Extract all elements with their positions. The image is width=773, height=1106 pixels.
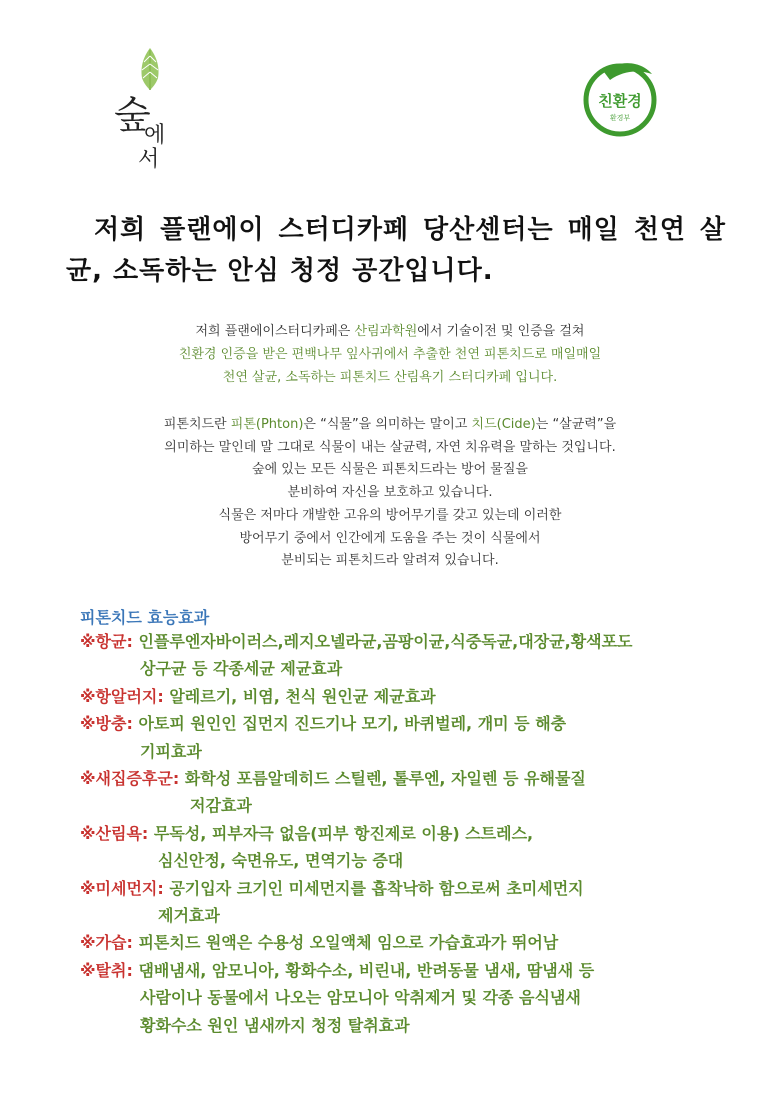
effects-title: 피톤치드 효능효과 — [80, 608, 210, 627]
desc-text: 는 “살균력”을 — [535, 417, 617, 432]
headline: 저희 플랜에이 스터디카페 당산센터는 매일 천연 살균, 소독하는 안심 청정 공간입니다. — [66, 215, 726, 286]
desc-line: 분비하여 자신을 보호하고 있습니다. — [287, 485, 493, 501]
effect-label: ※탈취: — [80, 960, 133, 980]
effect-text: 피톤치드 원액은 수용성 오일액체 임으로 가습효과가 뛰어남 — [132, 933, 559, 953]
logo-char: 에 — [144, 123, 166, 148]
phytoncide-description — [80, 414, 700, 573]
intro-paragraph — [90, 320, 690, 389]
effect-label: ※항알러지: — [80, 686, 164, 706]
intro-text: 저희 플랜에이스터디카페은 — [195, 324, 355, 339]
effect-text: 저감효과 — [190, 796, 252, 816]
effect-label: ※새집증후군: — [80, 769, 180, 789]
intro-line — [90, 320, 690, 343]
effect-text: 공기입자 크기인 미세먼지를 흡착낙하 함으로써 초미세먼지 — [163, 878, 584, 898]
intro-line: 친환경 인증을 받은 편백나무 잎사귀에서 추출한 천연 피톤치드로 매일매일 — [178, 347, 602, 362]
intro-text: 에서 기술이전 및 인증을 걸쳐 — [417, 324, 585, 339]
desc-line — [80, 414, 700, 437]
desc-line: 식물은 저마다 개발한 고유의 방어무기를 갖고 있는데 이러한 — [218, 507, 562, 523]
effect-text: 기피효과 — [140, 741, 202, 761]
effect-text: 아토피 원인인 집먼지 진드기나 모기, 바퀴벌레, 개미 등 해충 — [132, 714, 567, 734]
eco-badge-subtitle: 환경부 — [609, 114, 631, 122]
logo-char: 숲 — [114, 93, 151, 137]
desc-line: 숲에 있는 모든 식물은 피톤치드라는 방어 물질을 — [252, 462, 528, 478]
effect-forest-bathing — [80, 820, 740, 875]
effect-humidifying — [80, 929, 740, 956]
effect-text: 화학성 포름알데히드 스틸렌, 톨루엔, 자일렌 등 유해물질 — [179, 769, 586, 789]
effect-label: ※방충: — [80, 714, 133, 734]
effect-deodorizing — [80, 957, 740, 1039]
effect-text: 상구균 등 각종세균 제균효과 — [140, 659, 343, 679]
effect-label: ※가습: — [80, 933, 133, 953]
desc-text: 은 “식물”을 의미하는 말이고 — [303, 417, 472, 432]
effect-label: ※항균: — [80, 632, 133, 651]
effect-text: 알레르기, 비염, 천식 원인균 제균효과 — [163, 686, 436, 706]
effect-text: 황화수소 원인 냄새까지 청정 탈취효과 — [140, 1015, 410, 1035]
brand-logo — [108, 44, 188, 172]
intro-highlight: 산림과학원 — [354, 324, 418, 339]
desc-line: 의미하는 말인데 말 그대로 식물이 내는 살균력, 자연 치유력을 말하는 것입니다. — [164, 439, 616, 455]
logo-char: 서 — [138, 147, 160, 172]
effect-insect-repellent — [80, 710, 740, 765]
effect-text: 심신안정, 숙면유도, 면역기능 증대 — [158, 851, 404, 871]
effect-anti-allergy — [80, 683, 740, 710]
effect-text: 사람이나 동물에서 나오는 암모니아 악취제거 및 각종 음식냄새 — [140, 988, 581, 1008]
effect-text: 댐배냄새, 암모니아, 황화수소, 비린내, 반려동물 냄새, 땀냄새 등 — [132, 960, 595, 980]
desc-highlight: 치드(Cide) — [471, 417, 536, 432]
eco-certification-badge — [580, 58, 660, 138]
effect-sick-house — [80, 765, 740, 820]
intro-line: 천연 살균, 소독하는 피톤치드 산림욕기 스터디카페 입니다. — [222, 370, 558, 385]
effect-text: 인플루엔자바이러스,레지오넬라균,곰팡이균,식중독균,대장균,황색포도 — [132, 632, 633, 651]
effect-label: ※미세먼지: — [80, 878, 164, 898]
effect-fine-dust — [80, 875, 740, 930]
effects-list — [80, 628, 740, 1039]
desc-highlight: 피톤(Phton) — [230, 417, 304, 432]
desc-line: 방어무기 중에서 인간에게 도움을 주는 것이 식물에서 — [239, 530, 541, 546]
effect-text: 제거효과 — [158, 906, 220, 926]
desc-line: 분비되는 피톤치드라 알려져 있습니다. — [281, 553, 499, 569]
eco-badge-title: 친환경 — [598, 92, 642, 110]
desc-text: 피톤치드란 — [163, 417, 231, 432]
effect-antibacterial — [80, 628, 740, 683]
effect-label: ※산림욕: — [80, 823, 149, 843]
effect-text: 무독성, 피부자극 없음(피부 항진제로 이용) 스트레스, — [148, 823, 534, 843]
